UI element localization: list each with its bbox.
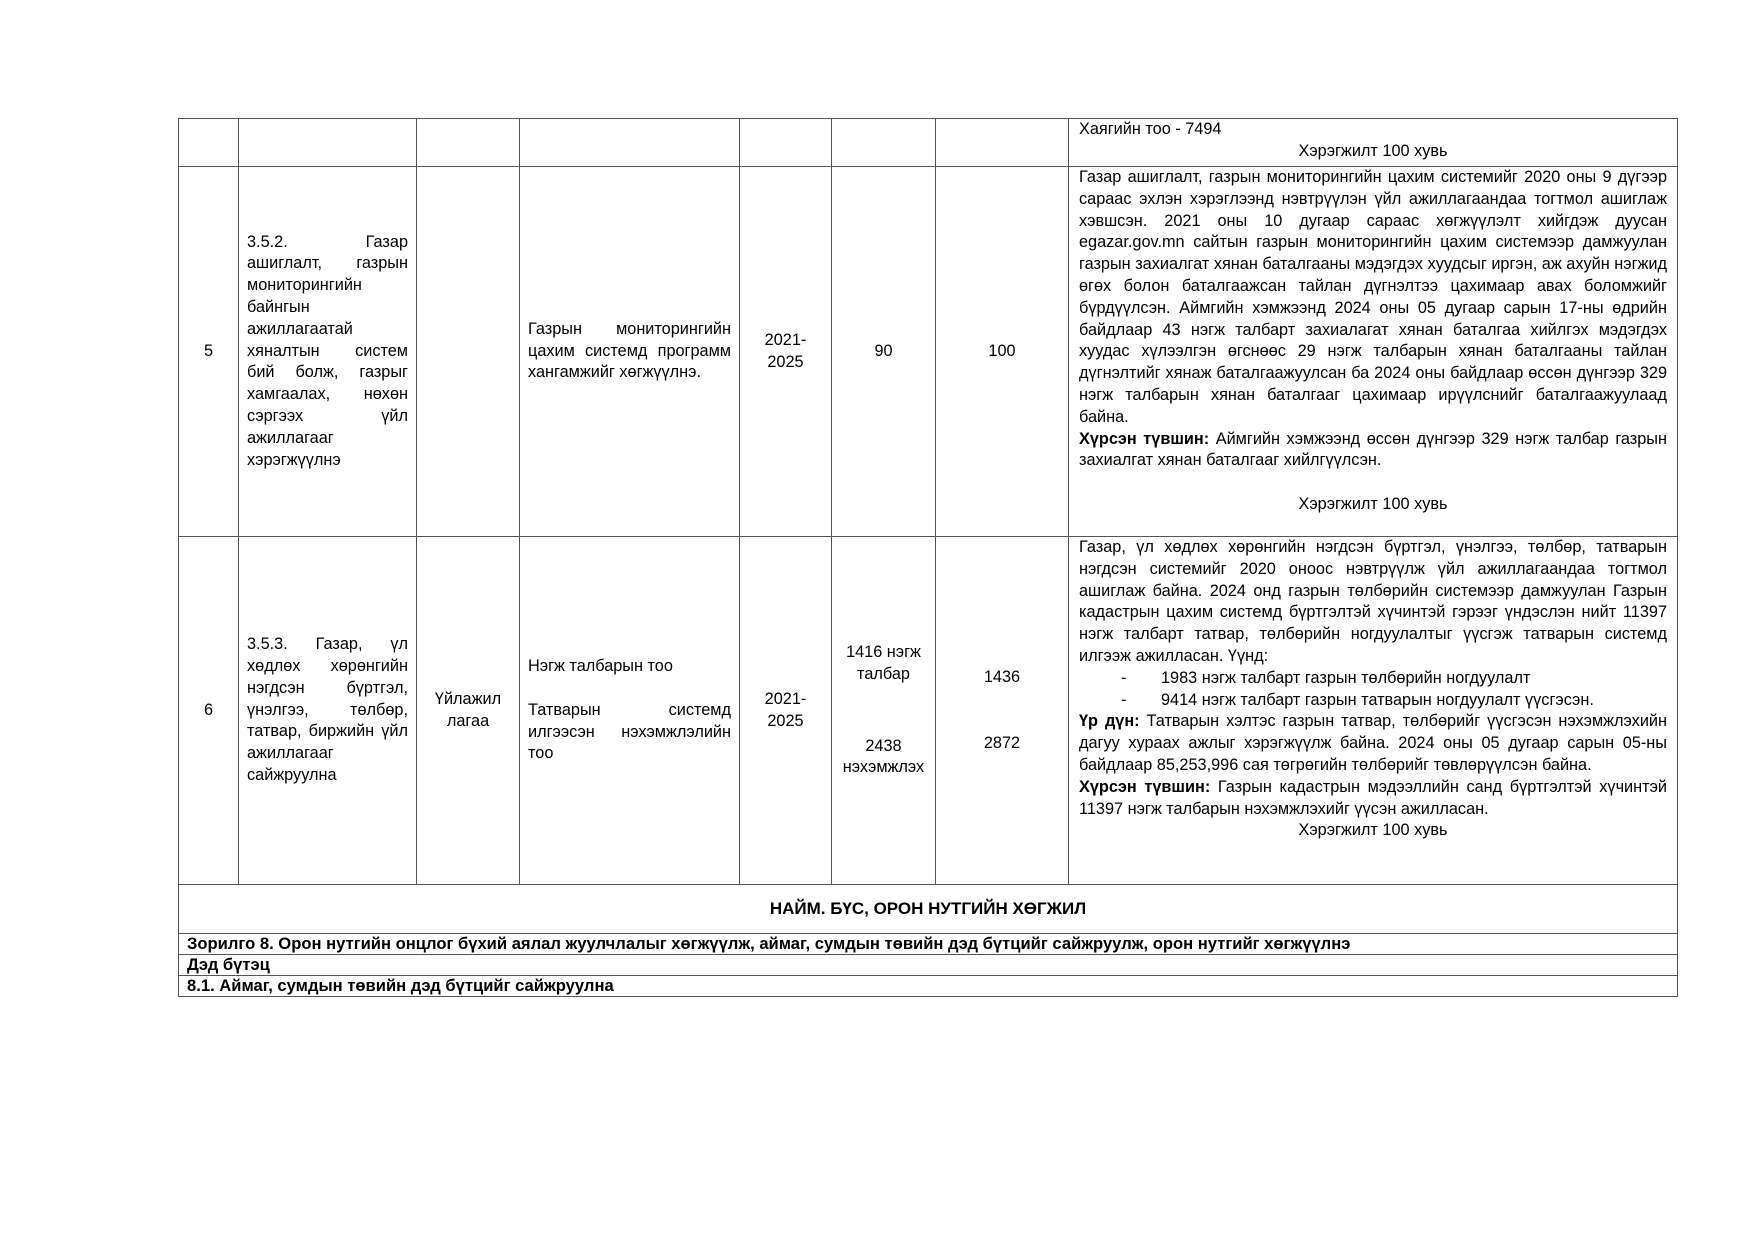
report-body: Газар, үл хөдлөх хөрөнгийн нэгдсэн бүртгэл, үнэлгээ, төлбөр, татварын нэгдсэн системийг 2020 оноос нэвтрүүлж үйл ажиллагаандаа тогтмол ашиглаж байна. 2024 онд газрын төлбөрийн системээр дамжуулан Газрын кадастрын цахим системд бүртгэлтэй хүчинтэй гэрээг үндэслэн нийт 11397 нэгж талбарт татвар, төлбөрийн ногдуулалтыг үүсгэж татварын системд илгээж ажилласан. Үүнд:	[1079, 538, 1667, 665]
row-number	[179, 119, 239, 167]
baseline-cell	[832, 119, 936, 167]
indicator-line: Нэгж талбарын тоо	[528, 656, 673, 675]
achieved-level-label: Хүрсэн түвшин:	[1079, 777, 1211, 796]
report-body: Газар ашиглалт, газрын мониторингийн цахим системийг 2020 оны 9 дүгээр сараас эхлэн хэрэглээнд нэвтрүүлэн үйл ажиллагаандаа тогтмол ашиглаж хэвшсэн. 2021 оны 10 дугаар сараас хөгжүүлэлт хийгдэж дуусан egazar.gov.mn сайтын газрын мониторингийн цахим системээр дамжуулан газрын захиалгат хянан баталгааны мэдэгдэх хуудсыг иргэн, аж ахуйн нэгжид өгөх болон баталгаажсан тайлан дүгнэлтээ цахимаар авах боломжийг бүрдүүлсэн. Аймгийн хэмжээнд 2024 оны 05 дугаар сарын 17-ны өдрийн байдлаар 43 нэгж талбарт захиалагат хянан баталгаа хийлгэх мэдэгдэх хуудас хүлээлгэн өгснөөс 29 нэгж талбарын хянан баталгааны тайлан дүгнэлтийг хянаж баталгаажуулсан ба 2024 оны байдлаар өссөн дүнгээр 329 нэгж талбарын хянан баталгааг цахимаар ирүүлснийг баталгаажуулаад байна.	[1079, 168, 1667, 426]
implementation-status: Хэрэгжилт 100 хувь	[1298, 141, 1448, 160]
target-cell	[936, 537, 1069, 885]
target-cell: 100	[936, 167, 1069, 537]
report-table	[178, 118, 1678, 997]
subsection-title: Дэд бүтэц	[179, 955, 1678, 976]
unit-cell: Үйлажил лагаа	[417, 537, 520, 885]
report-cell	[1069, 537, 1678, 885]
row-number: 6	[179, 537, 239, 885]
section-title: НАЙМ. БҮС, ОРОН НУТГИЙН ХӨГЖИЛ	[179, 885, 1678, 934]
objective-cell	[239, 119, 417, 167]
report-cell	[1069, 167, 1678, 537]
indicator-cell	[520, 119, 740, 167]
baseline-cell	[832, 537, 936, 885]
goal-row	[179, 934, 1678, 955]
indicator-cell: Газрын мониторингийн цахим системд программ хангамжийг хөгжүүлнэ.	[520, 167, 740, 537]
subsection-row	[179, 955, 1678, 976]
unit-cell	[417, 119, 520, 167]
row-number: 5	[179, 167, 239, 537]
target-value: 2872	[983, 733, 1021, 752]
indicator-cell	[520, 537, 740, 885]
achieved-level	[1079, 777, 1667, 821]
task-title: 8.1. Аймаг, сумдын төвийн дэд бүтцийг сайжруулна	[179, 976, 1678, 997]
result	[1079, 711, 1667, 776]
goal-title: Зорилго 8. Орон нутгийн онцлог бүхий аялал жуулчлалыг хөгжүүлж, аймаг, сумдын төвийн дэд бүтцийг сайжруулж, орон нутгийг хөгжүүлнэ	[179, 934, 1678, 955]
task-row	[179, 976, 1678, 997]
baseline-value: 1416 нэгж талбар	[846, 642, 921, 683]
achieved-level	[1079, 429, 1667, 473]
period-cell: 2021-2025	[740, 167, 832, 537]
baseline-cell: 90	[832, 167, 936, 537]
table-row	[179, 119, 1678, 167]
table-row	[179, 537, 1678, 885]
achieved-level-label: Хүрсэн түвшин:	[1079, 429, 1210, 448]
report-cell	[1069, 119, 1678, 167]
result-label: Үр дүн:	[1079, 712, 1140, 731]
period-cell: 2021-2025	[740, 537, 832, 885]
objective-cell: 3.5.2. Газар ашиглалт, газрын мониторингийн байнгын ажиллагаатай хяналтын систем бий болж, газрыг хамгаалах, нөхөн сэргээх үйл ажиллагааг хэрэгжүүлнэ	[239, 167, 417, 537]
period-cell	[740, 119, 832, 167]
section-heading-row	[179, 885, 1678, 934]
baseline-value: 2438 нэхэмжлэх	[842, 736, 925, 777]
indicator-line: Татварын системд илгээсэн нэхэмжлэлийн тоо	[528, 700, 731, 763]
achieved-level-text: Газрын кадастрын мэдээллийн санд бүртгэлтэй хүчинтэй 11397 нэгж талбарын нэхэмжлэхийг үүсэн ажилласан.	[1079, 777, 1667, 818]
result-text: Татварын хэлтэс газрын татвар, төлбөрийг үүсгэсэн нэхэмжлэхийн дагуу хураах ажлыг хэрэгжүүлж байна. 2024 оны 05 дугаар сарын 05-ны байдлаар 85,253,996 сая төгрөгийн төлбөрийг төвлөрүүлсэн байна.	[1079, 712, 1667, 774]
report-list-item: - 1983 нэгж талбарт газрын төлбөрийн ногдуулалт	[1121, 668, 1531, 687]
achieved-level-text: Аймгийн хэмжээнд өссөн дүнгээр 329 нэгж талбар газрын захиалгат хянан баталгааг хийлгүүлсэн.	[1079, 429, 1667, 470]
report-list-item: - 9414 нэгж талбарт газрын татварын ногдуулалт үүсгэсэн.	[1121, 690, 1594, 709]
table-row	[179, 167, 1678, 537]
implementation-status: Хэрэгжилт 100 хувь	[1298, 821, 1448, 840]
implementation-status: Хэрэгжилт 100 хувь	[1298, 495, 1448, 514]
unit-cell	[417, 167, 520, 537]
report-line: Хаягийн тоо - 7494	[1079, 120, 1222, 138]
target-cell	[936, 119, 1069, 167]
target-value: 1436	[983, 667, 1021, 686]
objective-cell: 3.5.3. Газар, үл хөдлөх хөрөнгийн нэгдсэн бүртгэл, үнэлгээ, төлбөр, татвар, биржийн үйл ажиллагааг сайжруулна	[239, 537, 417, 885]
